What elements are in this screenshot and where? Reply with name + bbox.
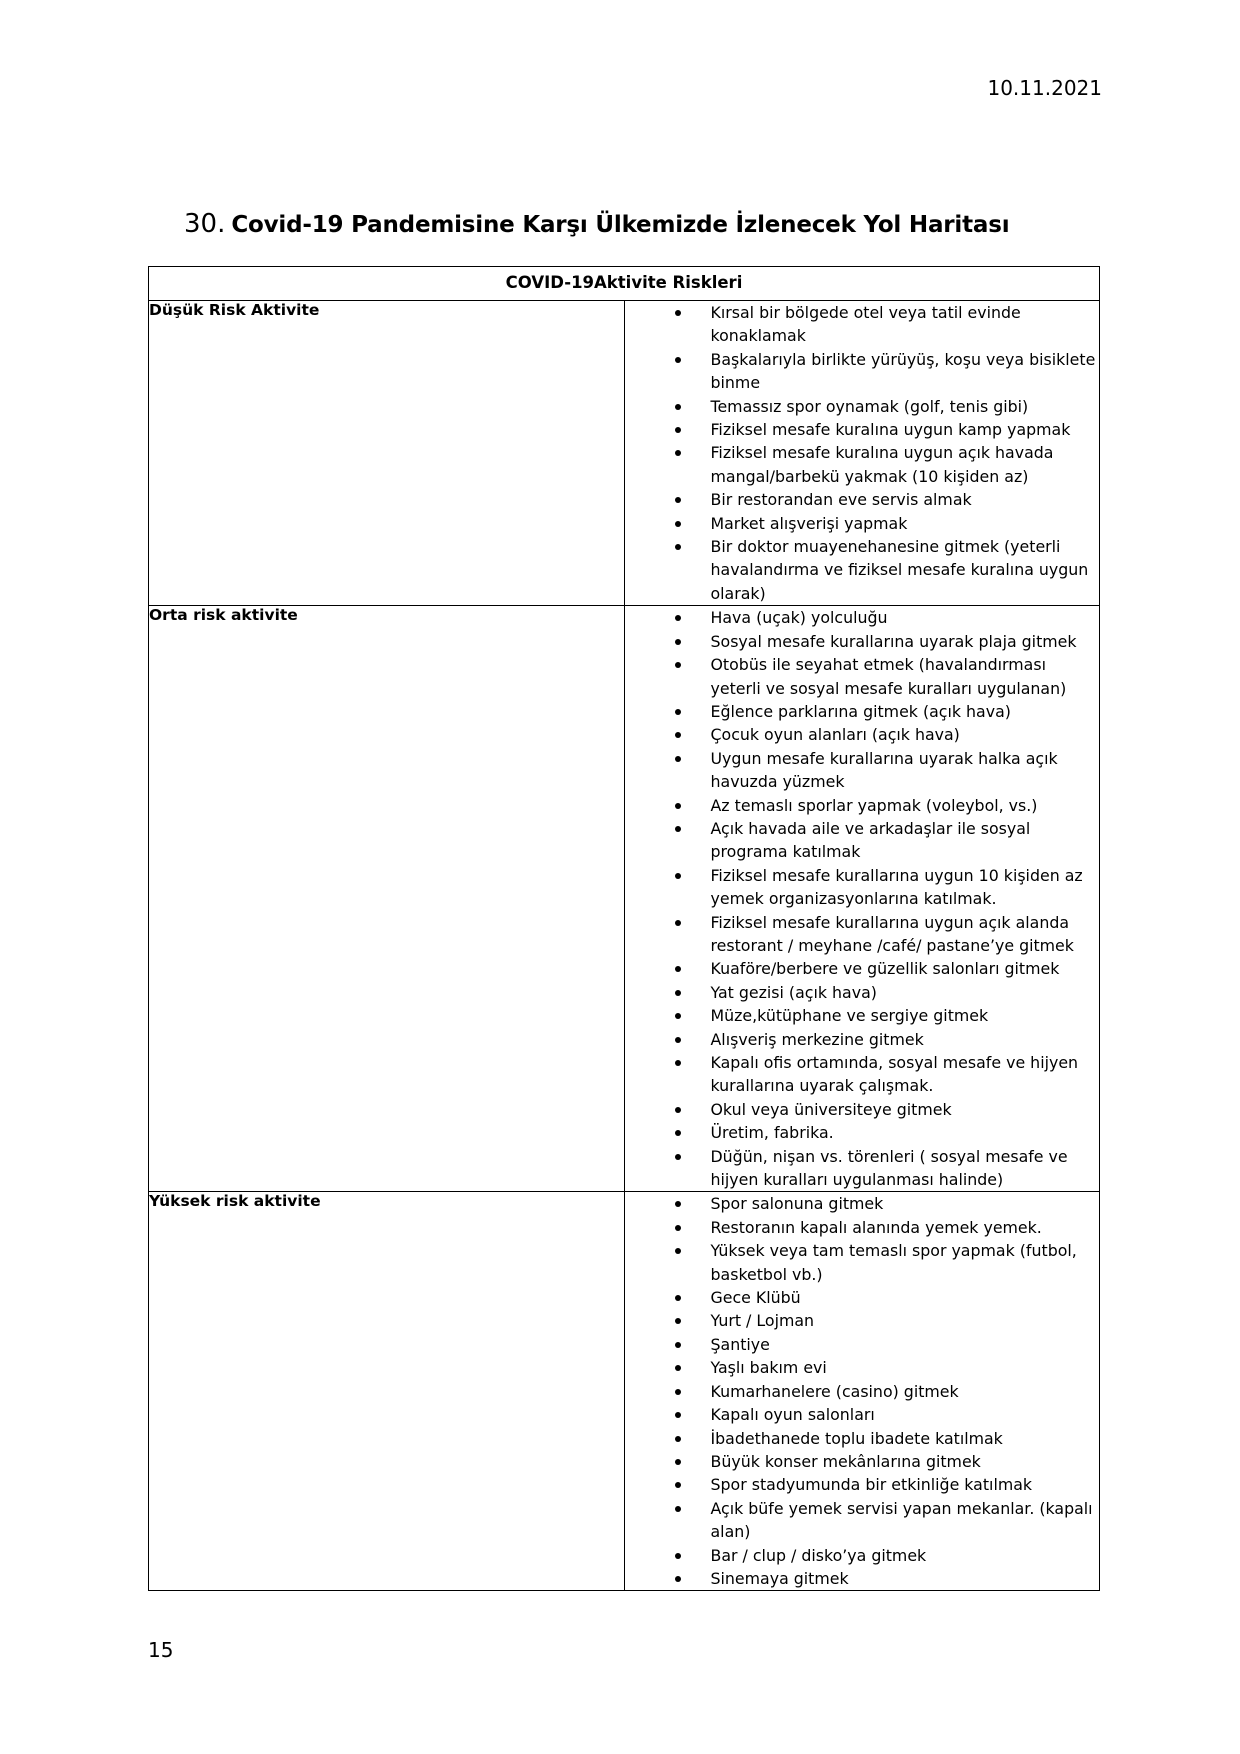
list-item: Az temaslı sporlar yapmak (voleybol, vs.)	[625, 794, 1100, 817]
activity-list-cell	[624, 606, 1100, 1192]
risk-level-label: Düşük Risk Aktivite	[149, 301, 625, 606]
risk-level-label: Yüksek risk aktivite	[149, 1192, 625, 1591]
list-item: Bir restorandan eve servis almak	[625, 488, 1100, 511]
list-item: Yüksek veya tam temaslı spor yapmak (futbol, basketbol vb.)	[625, 1239, 1100, 1286]
activity-list-cell	[624, 301, 1100, 606]
list-item: Üretim, fabrika.	[625, 1121, 1100, 1144]
list-item: Fiziksel mesafe kurallarına uygun açık alanda restorant / meyhane /café/ pastane’ye gitmek	[625, 911, 1100, 958]
activity-list	[625, 606, 1100, 1191]
list-item: Fiziksel mesafe kuralına uygun kamp yapmak	[625, 418, 1100, 441]
list-item: Uygun mesafe kurallarına uyarak halka açık havuzda yüzmek	[625, 747, 1100, 794]
list-item: Spor salonuna gitmek	[625, 1192, 1100, 1215]
activity-list-cell	[624, 1192, 1100, 1591]
list-item: Sosyal mesafe kurallarına uyarak plaja gitmek	[625, 630, 1100, 653]
list-item: Otobüs ile seyahat etmek (havalandırması yeterli ve sosyal mesafe kuralları uygulanan)	[625, 653, 1100, 700]
activity-list	[625, 301, 1100, 605]
risk-level-label: Orta risk aktivite	[149, 606, 625, 1192]
list-item: Hava (uçak) yolculuğu	[625, 606, 1100, 629]
table-row-medium-risk	[149, 606, 1100, 1192]
list-item: Sinemaya gitmek	[625, 1567, 1100, 1590]
list-item: Eğlence parklarına gitmek (açık hava)	[625, 700, 1100, 723]
list-item: Fiziksel mesafe kurallarına uygun 10 kişiden az yemek organizasyonlarına katılmak.	[625, 864, 1100, 911]
list-item: Kırsal bir bölgede otel veya tatil evinde konaklamak	[625, 301, 1100, 348]
section-heading	[184, 208, 1009, 239]
list-item: Bar / clup / disko’ya gitmek	[625, 1544, 1100, 1567]
list-item: Büyük konser mekânlarına gitmek	[625, 1450, 1100, 1473]
list-item: Kapalı oyun salonları	[625, 1403, 1100, 1426]
list-item: Bir doktor muayenehanesine gitmek (yeterli havalandırma ve fiziksel mesafe kuralına uygun olarak)	[625, 535, 1100, 605]
list-item: Yurt / Lojman	[625, 1309, 1100, 1332]
list-item: İbadethanede toplu ibadete katılmak	[625, 1427, 1100, 1450]
table-header-row	[149, 267, 1100, 301]
activity-list	[625, 1192, 1100, 1590]
list-item: Müze,kütüphane ve sergiye gitmek	[625, 1004, 1100, 1027]
list-item: Açık büfe yemek servisi yapan mekanlar. (kapalı alan)	[625, 1497, 1100, 1544]
list-item: Şantiye	[625, 1333, 1100, 1356]
list-item: Spor stadyumunda bir etkinliğe katılmak	[625, 1473, 1100, 1496]
list-item: Başkalarıyla birlikte yürüyüş, koşu veya bisiklete binme	[625, 348, 1100, 395]
header-date: 10.11.2021	[987, 76, 1102, 100]
list-item: Restoranın kapalı alanında yemek yemek.	[625, 1216, 1100, 1239]
list-item: Kapalı ofis ortamında, sosyal mesafe ve hijyen kurallarına uyarak çalışmak.	[625, 1051, 1100, 1098]
table-title: COVID-19Aktivite Riskleri	[149, 267, 1100, 301]
section-title: Covid-19 Pandemisine Karşı Ülkemizde İzlenecek Yol Haritası	[231, 212, 1010, 238]
activity-risk-table	[148, 266, 1100, 1591]
table-body	[149, 301, 1100, 1591]
list-item: Gece Klübü	[625, 1286, 1100, 1309]
table-row-high-risk	[149, 1192, 1100, 1591]
list-item: Alışveriş merkezine gitmek	[625, 1028, 1100, 1051]
list-item: Açık havada aile ve arkadaşlar ile sosyal programa katılmak	[625, 817, 1100, 864]
list-item: Fiziksel mesafe kuralına uygun açık havada mangal/barbekü yakmak (10 kişiden az)	[625, 441, 1100, 488]
table-row-low-risk	[149, 301, 1100, 606]
list-item: Okul veya üniversiteye gitmek	[625, 1098, 1100, 1121]
list-item: Kuaföre/berbere ve güzellik salonları gitmek	[625, 957, 1100, 980]
section-number: 30.	[184, 209, 226, 239]
page-number: 15	[148, 1638, 174, 1662]
list-item: Market alışverişi yapmak	[625, 512, 1100, 535]
list-item: Düğün, nişan vs. törenleri ( sosyal mesafe ve hijyen kuralları uygulanması halinde)	[625, 1145, 1100, 1192]
list-item: Yat gezisi (açık hava)	[625, 981, 1100, 1004]
list-item: Kumarhanelere (casino) gitmek	[625, 1380, 1100, 1403]
list-item: Yaşlı bakım evi	[625, 1356, 1100, 1379]
list-item: Çocuk oyun alanları (açık hava)	[625, 723, 1100, 746]
list-item: Temassız spor oynamak (golf, tenis gibi)	[625, 395, 1100, 418]
